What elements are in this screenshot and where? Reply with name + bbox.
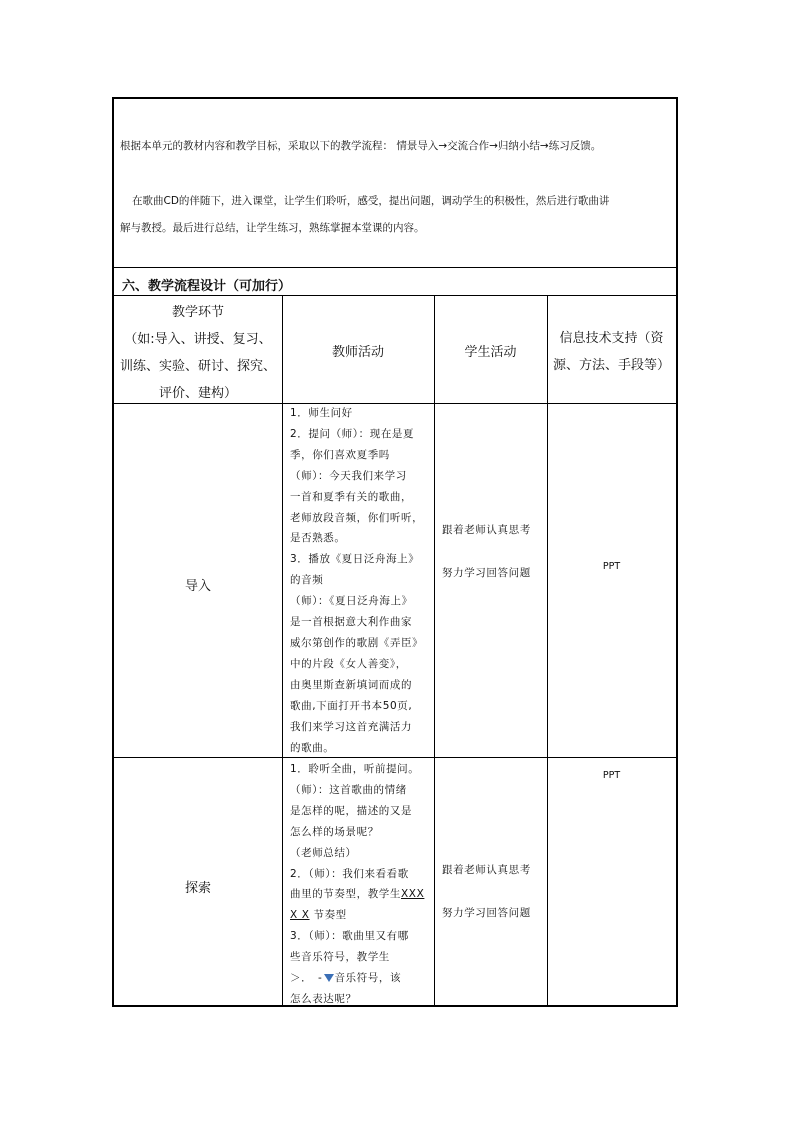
- header-stage-line: 教学环节: [171, 305, 224, 320]
- teacher-line: 怎么表达呢？: [290, 992, 357, 1005]
- teacher-line: 一首和夏季有关的歌曲，: [290, 490, 413, 503]
- teacher-line: 1．师生问好: [290, 407, 353, 419]
- teacher-line: 2．提问（师）：现在是夏: [290, 427, 415, 440]
- intro-paragraph-2-line-1: 在歌曲CD的伴随下，进入课堂，让学生们聆听，感受，提出问题，调动学生的积极性，然后进行歌曲讲: [132, 195, 610, 207]
- intro-paragraph-1: 根据本单元的教材内容和教学目标，采取以下的教学流程： 情景导入→交流合作→归纳小结→练习反馈。: [120, 140, 602, 152]
- student-activity: [442, 849, 531, 935]
- header-student: 学生活动: [464, 345, 517, 360]
- tech-support: PPT: [602, 561, 621, 572]
- teacher-line: [290, 884, 424, 905]
- teacher-line: 威尔第创作的歌剧《弄臣》: [290, 636, 424, 649]
- divider: [114, 267, 676, 268]
- teacher-line: （师）：这首歌曲的情绪: [290, 783, 407, 796]
- fermata-symbol-icon: [324, 974, 334, 982]
- teacher-activity: [290, 759, 424, 1010]
- section-title: 六、教学流程设计（可加行）: [122, 279, 292, 294]
- header-tech: [547, 325, 676, 379]
- teacher-activity: [290, 403, 423, 758]
- teacher-line: 老师放段音频，你们听听，: [290, 511, 424, 524]
- teacher-text: 曲里的节奏型，教学生: [290, 888, 401, 901]
- student-line: 努力学习回答问题: [442, 567, 531, 579]
- stage-label: 探索: [184, 881, 211, 896]
- teacher-line: 由奥里斯查新填词而成的: [290, 678, 413, 691]
- stage-label: 导入: [184, 579, 211, 594]
- teacher-line: 的音频: [290, 574, 324, 587]
- header-teacher: 教师活动: [331, 345, 384, 360]
- teacher-text: 节奏型: [313, 909, 347, 922]
- teacher-line: 是一首根据意大利作曲家: [290, 616, 413, 629]
- rhythm-notation: XXX: [401, 888, 425, 901]
- teacher-line: 2．（师）：我们来看看歌: [290, 867, 409, 880]
- intro-paragraph-2-line-2: 解与教授。最后进行总结，让学生练习，熟练掌握本堂课的内容。: [120, 222, 425, 234]
- teacher-line: （老师总结）: [290, 846, 357, 859]
- music-symbols: ＞． -: [290, 972, 323, 985]
- teacher-line: 1．聆听全曲，听前提问。: [290, 763, 420, 775]
- teacher-line: 些音乐符号，教学生: [290, 951, 390, 964]
- teacher-line: （师）：今天我们来学习: [290, 469, 407, 482]
- header-stage: [114, 299, 282, 407]
- divider: [114, 295, 676, 296]
- tech-support: PPT: [602, 770, 621, 781]
- teacher-line: 3．播放《夏日泛舟海上》: [290, 553, 420, 566]
- column-divider: [434, 295, 435, 1007]
- teacher-line: 我们来学习这首充满活力: [290, 720, 413, 733]
- header-stage-line: 训练、实验、研讨、探究、: [119, 359, 276, 374]
- student-line: 跟着老师认真思考: [442, 524, 531, 536]
- header-stage-line: （如:导入、讲授、复习、: [124, 332, 272, 347]
- header-stage-line: 评价、建构）: [158, 386, 237, 401]
- teacher-text: 音乐符号，该: [334, 972, 402, 985]
- teacher-line: 中的片段《女人善变》，: [290, 657, 407, 670]
- teacher-line: 季，你们喜欢夏季吗: [290, 448, 390, 461]
- teacher-line: 的歌曲。: [290, 741, 335, 754]
- teacher-line: [290, 968, 424, 989]
- student-line: 跟着老师认真思考: [442, 864, 531, 876]
- teacher-line: 是否熟悉。: [290, 532, 346, 545]
- document-table: [112, 97, 678, 1007]
- teacher-line: 怎么样的场景呢？: [290, 825, 379, 838]
- rhythm-notation: X X: [290, 909, 310, 922]
- header-tech-line: 信息技术支持（资: [559, 331, 664, 346]
- teacher-line: 歌曲,下面打开书本50页,: [290, 699, 413, 712]
- student-activity: [442, 509, 531, 595]
- teacher-line: 是怎样的呢，描述的又是: [290, 804, 413, 817]
- teacher-line: （师）：《夏日泛舟海上》: [290, 595, 413, 608]
- teacher-line: 3．（师）：歌曲里又有哪: [290, 930, 409, 943]
- header-tech-line: 源、方法、手段等）: [552, 358, 670, 373]
- student-line: 努力学习回答问题: [442, 907, 531, 919]
- teacher-line: [290, 905, 424, 926]
- column-divider: [547, 295, 548, 1007]
- column-divider: [282, 295, 283, 1007]
